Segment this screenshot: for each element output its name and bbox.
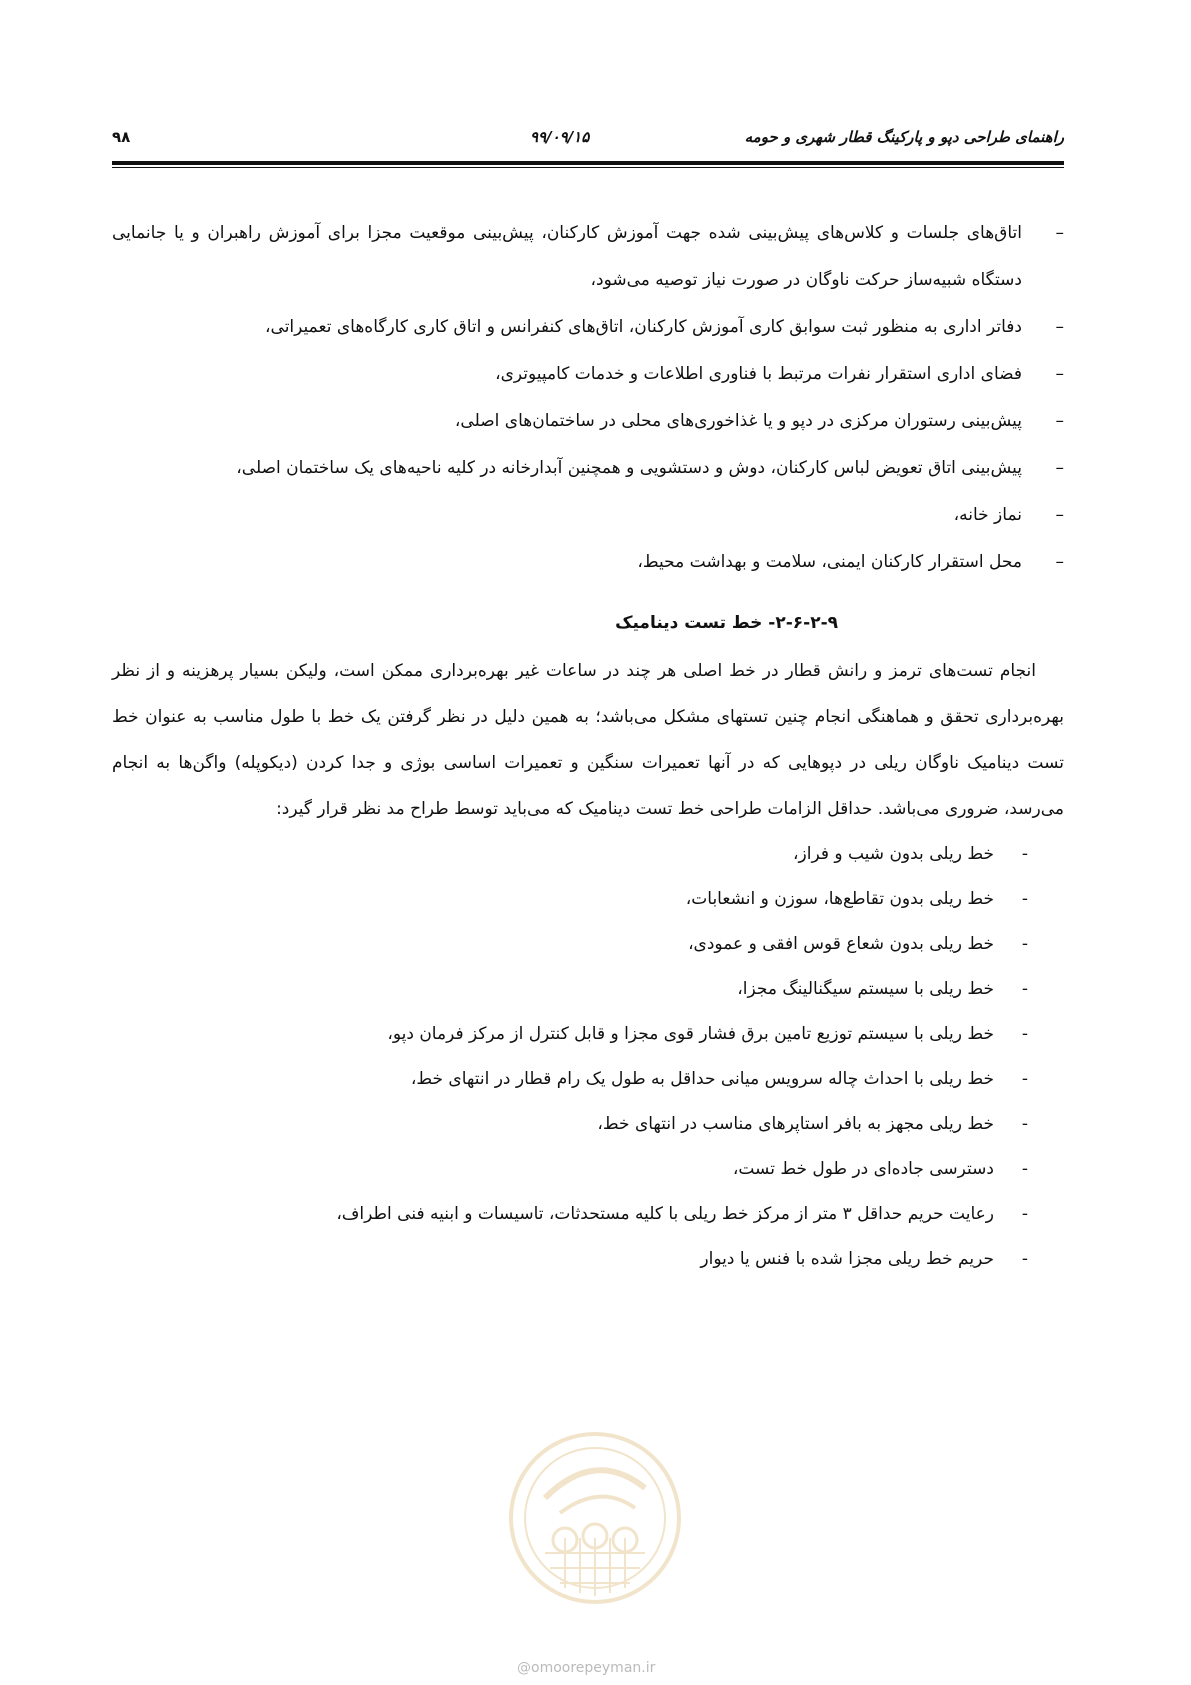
list-item: - رعایت حریم حداقل ۳ متر از مرکز خط ریلی با کلیه مستحدثات، تاسیسات و ابنیه فنی اطراف،: [112, 1192, 1064, 1237]
page-header: [112, 128, 1064, 148]
list-item: – فضای اداری استقرار نفرات مرتبط با فناوری اطلاعات و خدمات کامپیوتری،: [112, 351, 1064, 398]
header-rule-thick: [112, 161, 1064, 165]
list-item: - حریم خط ریلی مجزا شده با فنس یا دیوار: [112, 1237, 1064, 1282]
section-heading: ۲-۶-۲-۹- خط تست دینامیک: [615, 613, 838, 633]
list-item: - خط ریلی با سیستم سیگنالینگ مجزا،: [112, 967, 1064, 1012]
requirements-list: [112, 832, 1064, 1282]
list-item: – نماز خانه،: [112, 492, 1064, 539]
list-item: – محل استقرار کارکنان ایمنی، سلامت و بهداشت محیط،: [112, 539, 1064, 586]
facility-bullet-list: [112, 210, 1064, 586]
watermark-site: @omoorepeyman.ir: [517, 1660, 656, 1676]
body-paragraph: انجام تست‌های ترمز و رانش قطار در خط اصلی هر چند در ساعات غیر بهره‌برداری ممکن است، ولیکن بسیار پرهزینه و از نظر بهره‌برداری تحقق و هماهنگی انجام چنین تستهای مشکل می‌باشد؛ به همین دلیل در نظر گرفتن یک خط با طول مناسب به عنوان خط تست دینامیک ناوگان ریلی در دپوهایی که در آنها تعمیرات سنگین و تعمیرات اساسی بوژی و جدا کردن (دیکوپله) واگن‌ها به انجام می‌رسد، ضروری می‌باشد. حداقل الزامات طراحی خط تست دینامیک که می‌باید توسط طراح مد نظر قرار گیرد:: [112, 661, 1064, 819]
header-title: راهنمای طراحی دپو و پارکینگ قطار شهری و حومه: [744, 128, 1064, 146]
list-item: - خط ریلی بدون شیب و فراز،: [112, 832, 1064, 877]
page-content: [112, 210, 1064, 1282]
list-item: – پیش‌بینی اتاق تعویض لباس کارکنان، دوش و دستشویی و همچنین آبدارخانه در کلیه ناحیه‌های یک ساختمان اصلی،: [112, 445, 1064, 492]
list-item: - خط ریلی با احداث چاله سرویس میانی حداقل به طول یک رام قطار در انتهای خط،: [112, 1057, 1064, 1102]
list-item: - خط ریلی با سیستم توزیع تامین برق فشار قوی مجزا و قابل کنترل از مرکز فرمان دپو،: [112, 1012, 1064, 1057]
header-rule-thin: [112, 167, 1064, 168]
list-item: - خط ریلی مجهز به بافر استاپرهای مناسب در انتهای خط،: [112, 1102, 1064, 1147]
list-item: – اتاق‌های جلسات و کلاس‌های پیش‌بینی شده جهت آموزش کارکنان، پیش‌بینی موقعیت مجزا برای آموزش راهبران و یا جانمایی دستگاه شبیه‌ساز حرکت ناوگان در صورت نیاز توصیه می‌شود،: [112, 210, 1064, 304]
list-item: - خط ریلی بدون تقاطع‌ها، سوزن و انشعابات،: [112, 877, 1064, 922]
watermark-logo-icon: [505, 1428, 685, 1608]
list-item: – پیش‌بینی رستوران مرکزی در دپو و یا غذاخوری‌های محلی در ساختمان‌های اصلی،: [112, 398, 1064, 445]
page-number: ۹۸: [112, 128, 131, 146]
header-date: ۹۹/۰۹/۱۵: [530, 128, 590, 146]
list-item: - خط ریلی بدون شعاع قوس افقی و عمودی،: [112, 922, 1064, 967]
list-item: - دسترسی جاده‌ای در طول خط تست،: [112, 1147, 1064, 1192]
list-item: – دفاتر اداری به منظور ثبت سوابق کاری آموزش کارکنان، اتاق‌های کنفرانس و اتاق کاری کارگاه‌های تعمیراتی،: [112, 304, 1064, 351]
